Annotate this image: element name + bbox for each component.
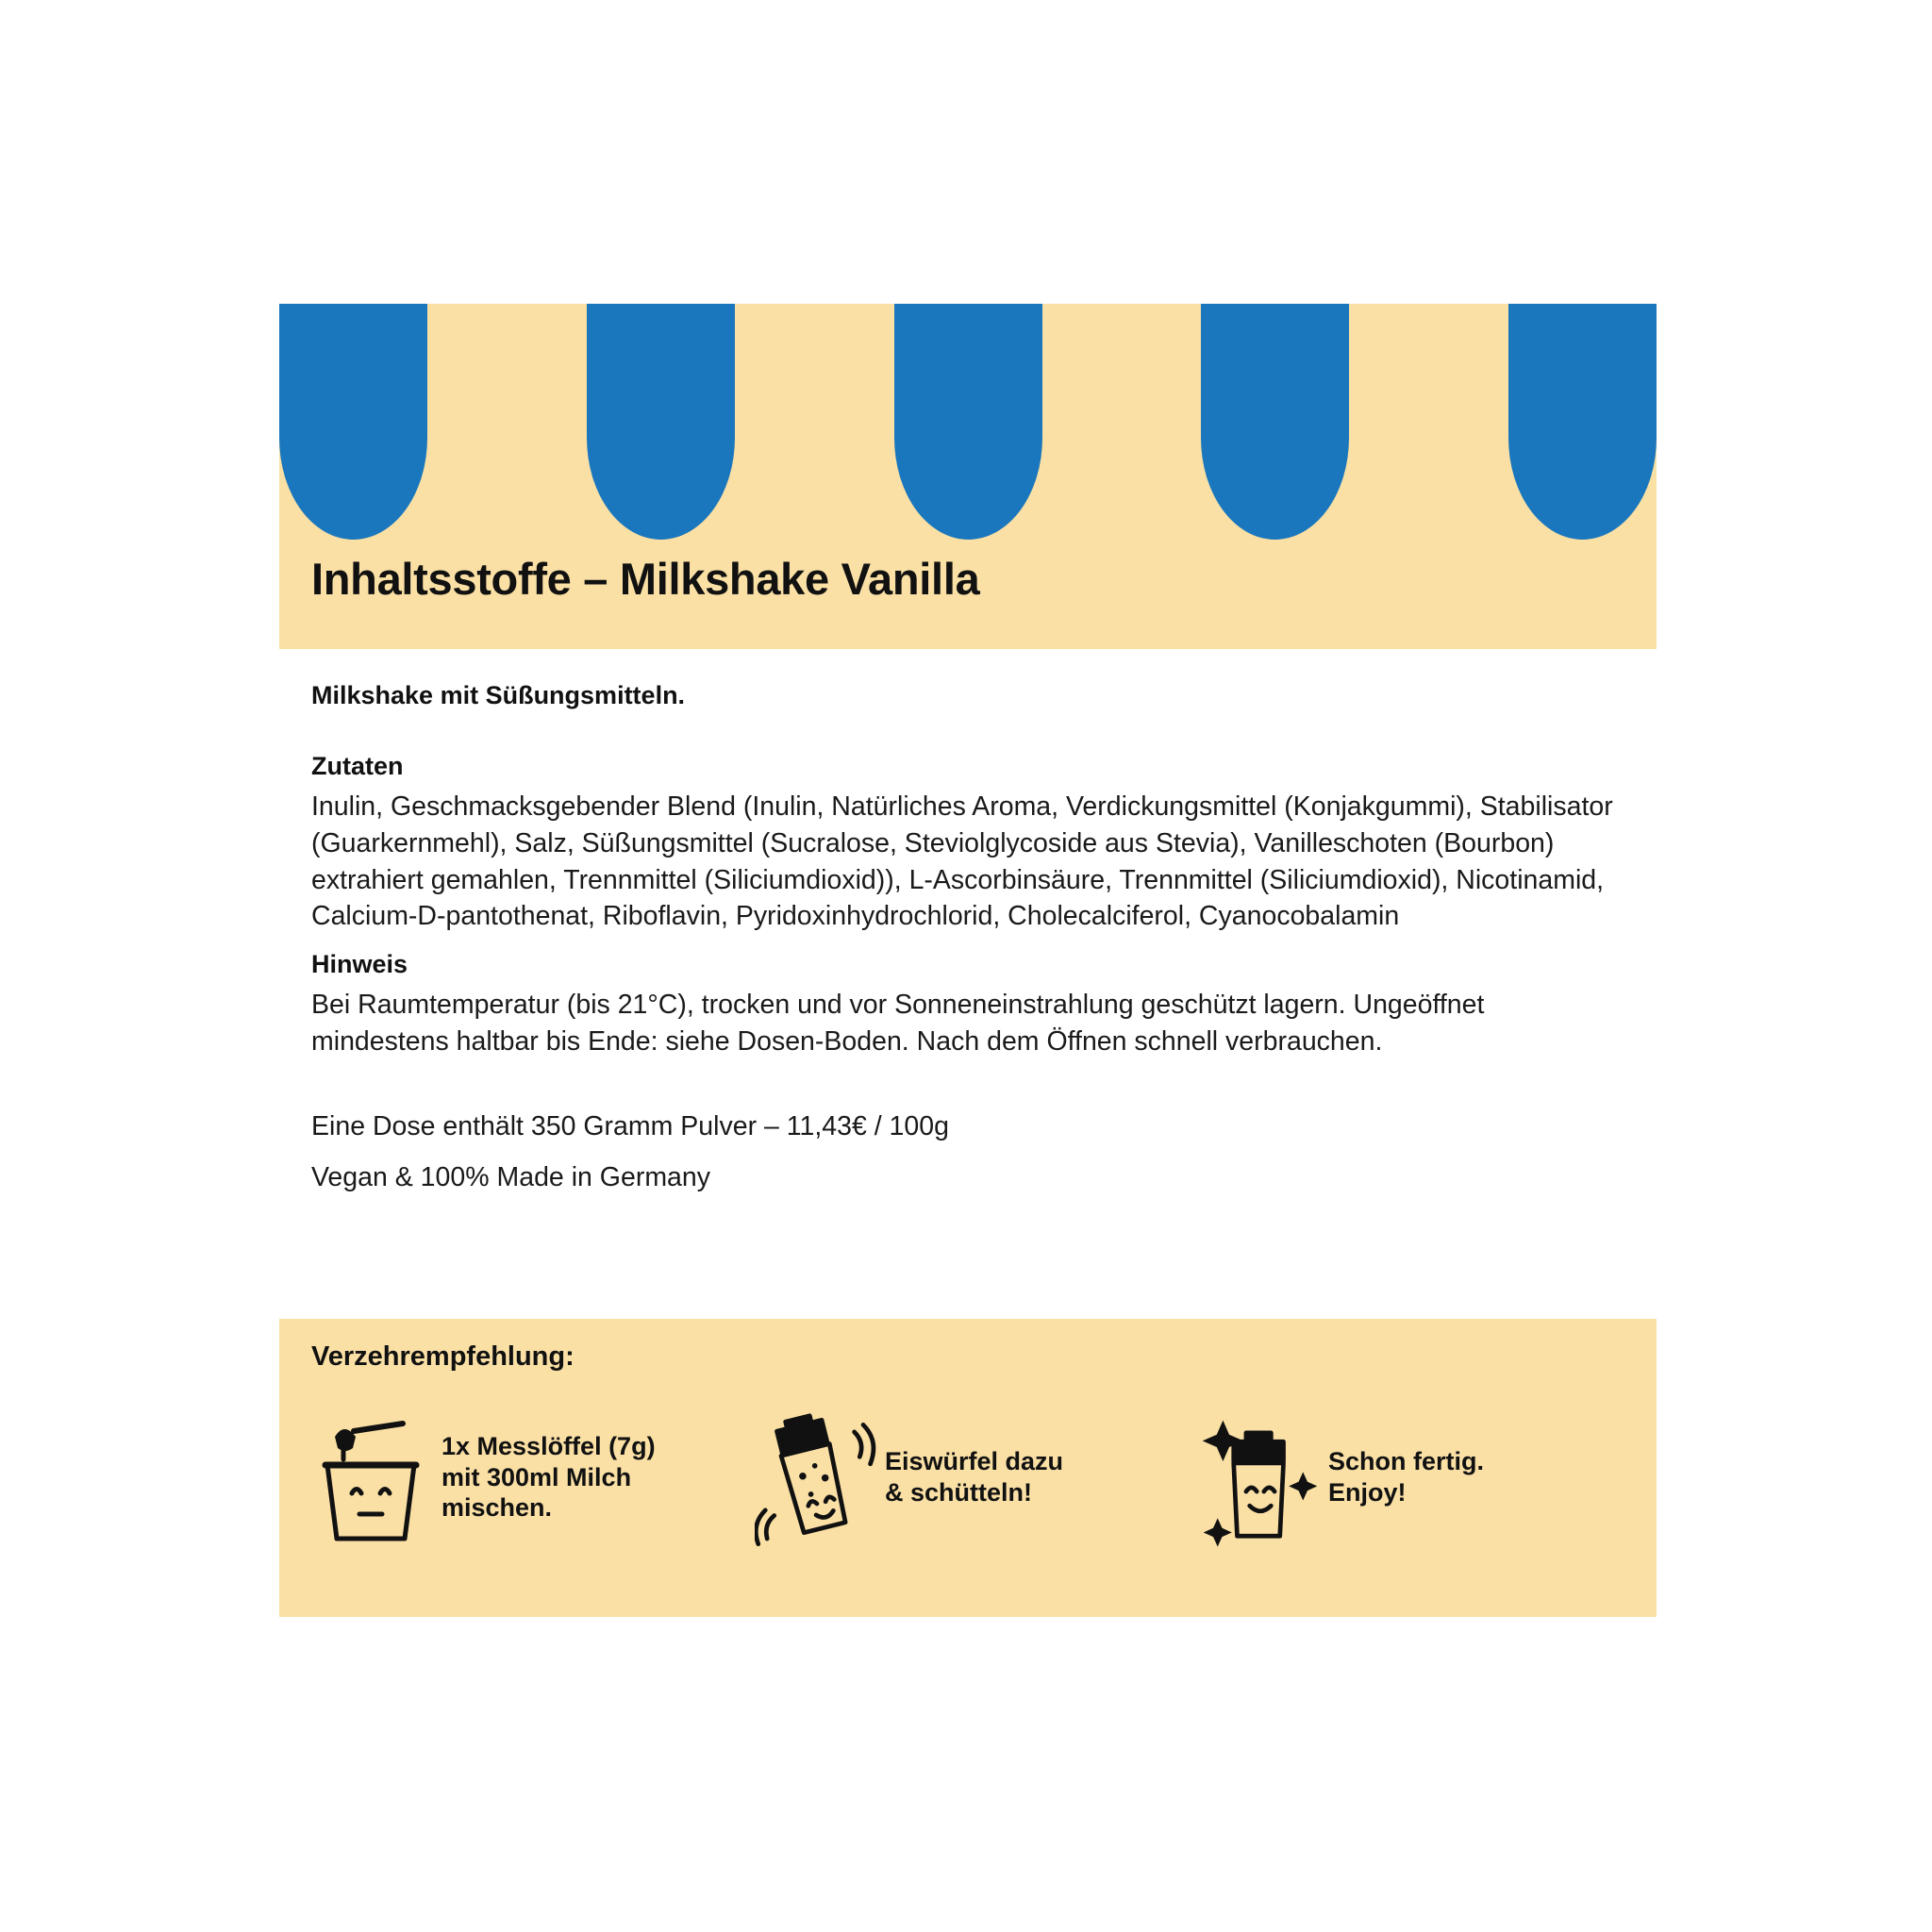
scallop-shape [279,304,427,540]
ingredients-text: Inulin, Geschmacksgebender Blend (Inulin, Natürliches Aroma, Verdickungsmittel (Konjakgummi), Stabilisator (Guarkernmehl), Salz, Süßungsmittel (Sucralose, Steviolglycoside aus Stevia), Vanilleschoten (Bourbon) extrahiert gemahlen, Trennmittel (Siliciumdioxid)), L-Ascorbinsäure, Trennmittel (Siliciumdioxid), Nicotinamid, Calcium-D-pantothenat, Riboflavin, Pyridoxinhydrochlorid, Cholecalciferol, Cyanocobalamin [311,791,1613,932]
note-heading: Hinweis [311,950,408,978]
shaker-bottle-shaking-icon [755,1402,879,1553]
usage-step-line: mischen. [441,1493,553,1523]
product-subtitle: Milkshake mit Süßungsmitteln. [311,681,686,709]
scallop-shape [587,304,735,540]
usage-step-line: Schon fertig. [1328,1447,1485,1476]
usage-step-line: Eiswürfel dazu [885,1447,1064,1476]
ingredients-heading: Zutaten [311,752,404,780]
page-title: Inhaltsstoffe – Milkshake Vanilla [311,554,980,604]
usage-step-text [1328,1446,1484,1508]
spacer [311,1145,1623,1158]
usage-step-line: Enjoy! [1328,1478,1407,1507]
origin-line: Vegan & 100% Made in Germany [311,1161,711,1192]
usage-step-line: 1x Messlöffel (7g) [441,1431,656,1460]
usage-step-line: mit 300ml Milch [441,1462,632,1491]
usage-step [311,1402,755,1553]
usage-step-line: & schütteln! [885,1478,1033,1507]
scallop-shape [894,304,1042,540]
spacer [311,1075,1623,1108]
measuring-scoop-glass-icon [311,1402,436,1553]
scallop-shape [1201,304,1349,540]
scallop-decoration [279,304,1657,540]
note-text: Bei Raumtemperatur (bis 21°C), trocken und vor Sonneneinstrahlung geschützt lagern. Ungeöffnet mindestens haltbar bis Ende: siehe Dosen-Boden. Nach dem Öffnen schnell verbrauchen. [311,990,1485,1057]
finished-shaker-sparkle-icon [1198,1402,1323,1553]
scallop-shape [1508,304,1657,540]
usage-recommendation-panel [279,1319,1657,1617]
content-area [311,681,1623,1196]
usage-step-text [885,1446,1063,1508]
usage-step [1198,1402,1604,1553]
usage-title: Verzehrempfehlung: [311,1341,575,1372]
usage-step-text [441,1431,656,1524]
amount-line: Eine Dose enthält 350 Gramm Pulver – 11,43€ / 100g [311,1110,949,1141]
usage-steps [311,1402,1634,1553]
usage-step [755,1402,1198,1553]
